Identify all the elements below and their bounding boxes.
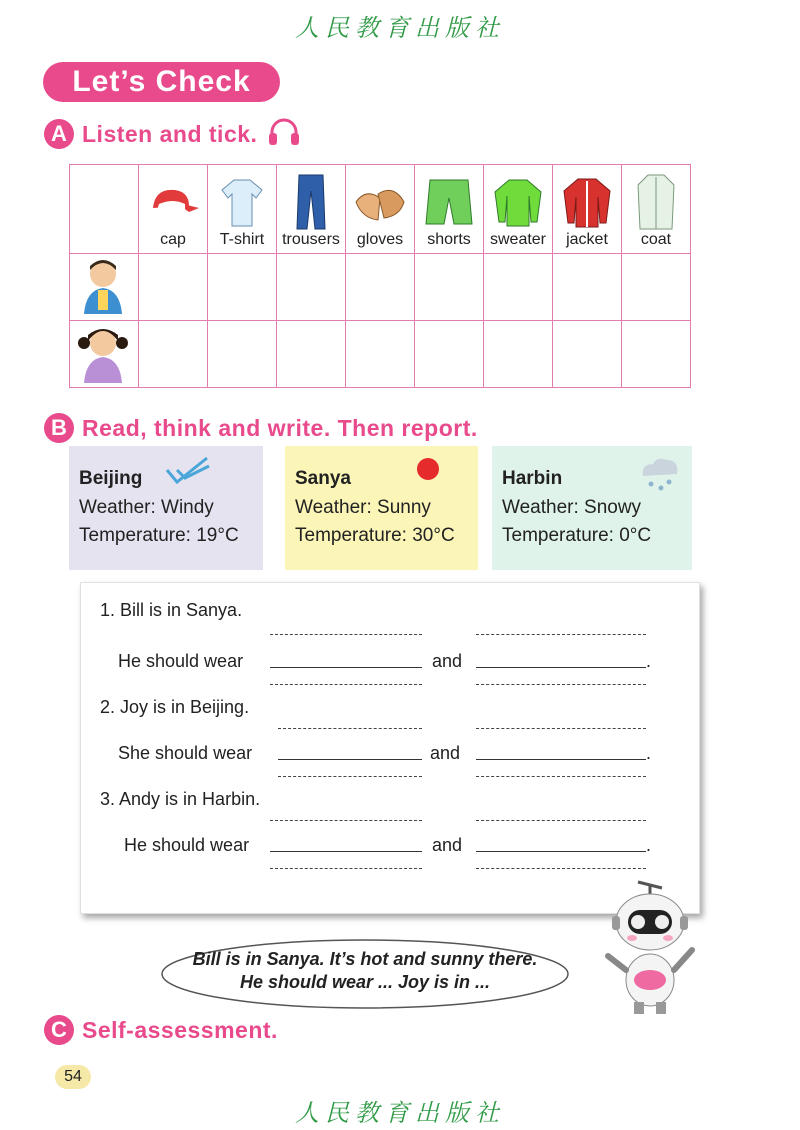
temperature-line: Temperature: 19°C (79, 525, 239, 546)
item-label: coat (640, 231, 672, 248)
listen-tick-table (69, 164, 691, 388)
shorts-icon (415, 173, 483, 231)
weather-card-sanya (285, 446, 478, 570)
cap-icon (139, 173, 207, 231)
lets-check-banner: Let’s Check (43, 62, 280, 102)
blank-1b[interactable] (476, 667, 646, 668)
question-3: 3. Andy is in Harbin. (100, 789, 261, 809)
sunny-icon (413, 454, 443, 489)
section-b-title: Read, think and write. Then report. (82, 414, 478, 441)
tick-cell[interactable] (553, 321, 622, 388)
section-b-heading (44, 412, 478, 444)
sweater-icon (484, 173, 552, 231)
and-word: and (432, 651, 463, 671)
tick-cell[interactable] (553, 254, 622, 321)
blank-1a[interactable] (270, 667, 422, 668)
tick-cell[interactable] (208, 254, 277, 321)
clothing-coat (622, 165, 691, 254)
clothing-sweater (484, 165, 553, 254)
temperature-line: Temperature: 30°C (295, 525, 455, 546)
speech-line-1: Bill is in Sanya. It’s hot and sunny there. (192, 949, 538, 969)
clothing-jacket (553, 165, 622, 254)
section-a-letter: A (44, 119, 74, 149)
page-number: 54 (55, 1065, 91, 1089)
guide-line (476, 820, 646, 821)
tick-cell[interactable] (484, 321, 553, 388)
clothing-tshirt (208, 165, 277, 254)
answer-prompt-3: He should wear (124, 835, 250, 855)
clothing-trousers (277, 165, 346, 254)
item-label: T-shirt (219, 231, 265, 248)
gloves-icon (346, 173, 414, 231)
tick-cell[interactable] (208, 321, 277, 388)
guide-line (270, 868, 422, 869)
guide-line (476, 634, 646, 635)
guide-line (476, 684, 646, 685)
tshirt-icon (208, 173, 276, 231)
clothing-cap (139, 165, 208, 254)
city-name: Harbin (502, 468, 563, 489)
trousers-icon (277, 173, 345, 231)
tick-cell[interactable] (277, 254, 346, 321)
guide-line (278, 728, 422, 729)
item-label: sweater (489, 231, 547, 248)
section-a-heading (44, 118, 301, 150)
item-label: shorts (427, 231, 471, 248)
item-label: cap (160, 231, 186, 248)
girl-avatar (70, 321, 139, 388)
headphones-icon[interactable] (267, 117, 301, 151)
answer-prompt-1: He should wear (118, 651, 244, 671)
tick-cell[interactable] (484, 254, 553, 321)
item-label: trousers (282, 231, 340, 248)
publisher-header: 人民教育出版社 (295, 14, 505, 42)
question-2: 2. Joy is in Beijing. (100, 697, 250, 717)
tick-cell[interactable] (346, 254, 415, 321)
and-word: and (430, 743, 461, 763)
guide-line (476, 868, 646, 869)
speech-text (160, 948, 570, 994)
tick-cell[interactable] (139, 254, 208, 321)
weather-line: Weather: Windy (79, 497, 214, 518)
answer-prompt-2: She should wear (118, 743, 253, 763)
tick-cell[interactable] (139, 321, 208, 388)
question-1: 1. Bill is in Sanya. (100, 600, 243, 620)
period: . (646, 651, 652, 671)
section-b-letter: B (44, 413, 74, 443)
guide-line (270, 634, 422, 635)
tick-cell[interactable] (277, 321, 346, 388)
guide-line (476, 776, 646, 777)
robot-icon (598, 878, 702, 1018)
guide-line (270, 684, 422, 685)
period: . (646, 835, 652, 855)
section-c-title: Self-assessment. (82, 1016, 278, 1043)
clothing-gloves (346, 165, 415, 254)
snowy-icon (637, 454, 683, 499)
section-c-heading (44, 1014, 278, 1046)
tick-cell[interactable] (415, 254, 484, 321)
weather-card-beijing (69, 446, 263, 570)
tick-cell[interactable] (622, 254, 691, 321)
guide-line (476, 728, 646, 729)
tick-cell[interactable] (622, 321, 691, 388)
weather-line: Weather: Snowy (502, 497, 642, 518)
speech-line-2: He should wear ... Joy is in ... (239, 972, 491, 992)
empty-corner-cell (70, 165, 139, 254)
weather-line: Weather: Sunny (295, 497, 431, 518)
blank-2a[interactable] (278, 759, 422, 760)
item-label: jacket (566, 231, 608, 248)
blank-2b[interactable] (476, 759, 646, 760)
tick-cell[interactable] (415, 321, 484, 388)
section-a-title: Listen and tick. (82, 120, 258, 147)
city-name: Beijing (79, 468, 143, 489)
tick-cell[interactable] (346, 321, 415, 388)
blank-3b[interactable] (476, 851, 646, 852)
city-name: Sanya (295, 468, 351, 489)
blank-3a[interactable] (270, 851, 422, 852)
guide-line (270, 820, 422, 821)
temperature-line: Temperature: 0°C (502, 525, 652, 546)
guide-line (278, 776, 422, 777)
item-label: gloves (356, 231, 404, 248)
boy-avatar (70, 254, 139, 321)
jacket-icon (553, 173, 621, 231)
publisher-footer: 人民教育出版社 (295, 1099, 505, 1127)
coat-icon (622, 173, 690, 231)
weather-card-harbin (492, 446, 692, 570)
section-c-letter: C (44, 1015, 74, 1045)
and-word: and (432, 835, 463, 855)
windy-icon (163, 454, 213, 491)
period: . (646, 743, 652, 763)
clothing-shorts (415, 165, 484, 254)
